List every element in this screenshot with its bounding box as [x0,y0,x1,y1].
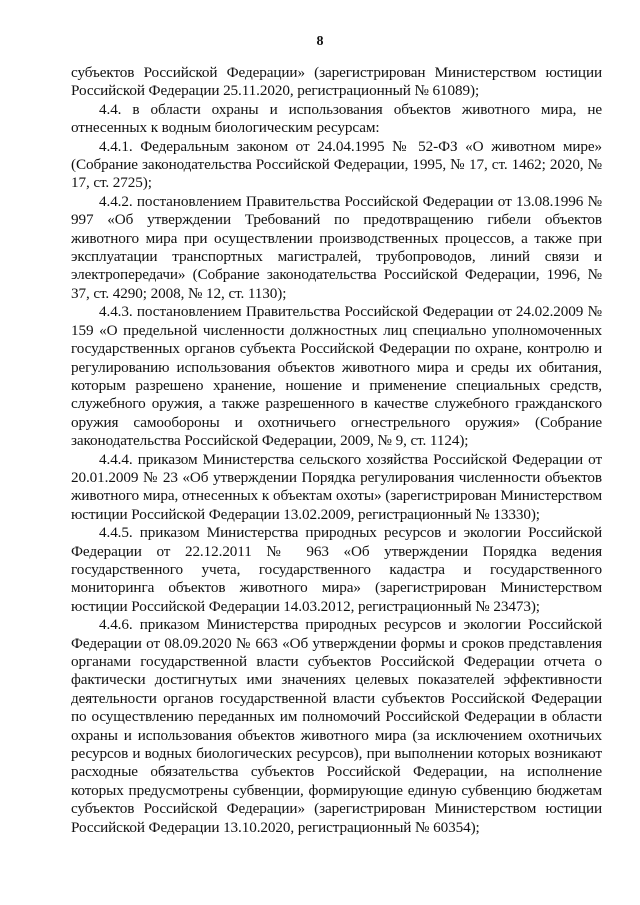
paragraph-continuation: субъектов Российской Федерации» (зарегистрирован Министерством юстиции Российской Федерации 25.11.2020, регистрационный № 61089); [71,64,602,100]
document-body [71,64,602,837]
paragraph-4-4-1: 4.4.1. Федеральным законом от 24.04.1995 № 52-ФЗ «О животном мире» (Собрание законодательства Российской Федерации, 1995, № 17, ст. 1462; 2020, № 17, ст. 2725); [71,137,602,192]
paragraph-4-4-2: 4.4.2. постановлением Правительства Российской Федерации от 13.08.1996 № 997 «Об утверждении Требований по предотвращению гибели объектов животного мира при осуществлении производственных процессов, а также при эксплуатации транспортных магистралей, трубопроводов, линий связи и электропередачи» (Собрание законодательства Российской Федерации, 1996, № 37, ст. 4290; 2008, № 12, ст. 1130); [71,192,602,302]
paragraph-4-4: 4.4. в области охраны и использования объектов животного мира, не отнесенных к водным биологическим ресурсам: [71,100,602,137]
page-number: 8 [316,34,324,49]
paragraph-4-4-4: 4.4.4. приказом Министерства сельского хозяйства Российской Федерации от 20.01.2009 № 23 «Об утверждении Порядка регулирования численности объектов животного мира, отнесенных к объектам охоты» (зарегистрирован Министерством юстиции Российской Федерации 13.02.2009, регистрационный № 13330); [71,450,602,523]
paragraph-4-4-6: 4.4.6. приказом Министерства природных ресурсов и экологии Российской Федерации от 08.09.2020 № 663 «Об утверждении формы и сроков представления органами государственной власти субъектов Российской Федерации отчета о фактически достигнутых ими значениях целевых показателей эффективности деятельности органов государственной власти субъектов Российской Федерации по осуществлению переданных им полномочий Российской Федерации в области охраны и использования объектов животного мира (за исключением охотничьих ресурсов и водных биологических ресурсов), при выполнении которых возникают расходные обязательства субъектов Российской Федерации, на исполнение которых предусмотрены субвенции, формирующие единую субвенцию бюджетам субъектов Российской Федерации» (зарегистрирован Министерством юстиции Российской Федерации 13.10.2020, регистрационный № 60354); [71,616,602,836]
paragraph-4-4-5: 4.4.5. приказом Министерства природных ресурсов и экологии Российской Федерации от 22.12.2011 № 963 «Об утверждении Порядка ведения государственного учета, государственного кадастра и государственного мониторинга объектов животного мира» (зарегистрирован Министерством юстиции Российской Федерации 14.03.2012, регистрационный № 23473); [71,524,602,615]
paragraph-4-4-3: 4.4.3. постановлением Правительства Российской Федерации от 24.02.2009 № 159 «О предельной численности должностных лиц специально уполномоченных государственных органов субъекта Российской Федерации по охране, контролю и регулированию использования объектов животного мира и среды их обитания, которым разрешено хранение, ношение и применение специальных средств, служебного оружия, а также разрешенного в качестве служебного гражданского оружия самообороны и охотничьего огнестрельного оружия» (Собрание законодательства Российской Федерации, 2009, № 9, ст. 1124); [71,303,602,450]
